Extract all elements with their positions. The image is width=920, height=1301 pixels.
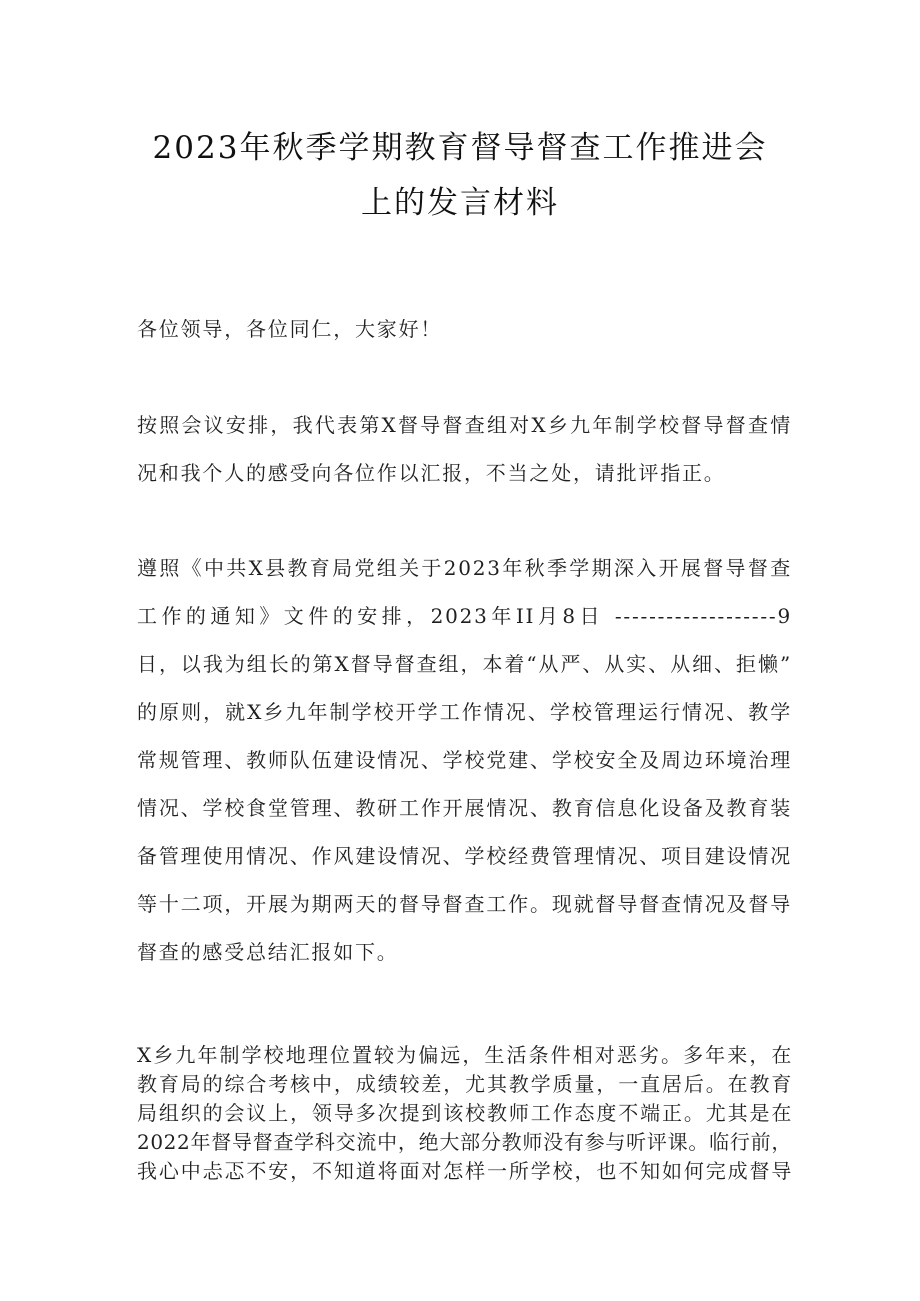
paragraph-3-line-9: 督查的感受总结汇报如下。 (137, 940, 399, 964)
paragraph-4-line-5: 我心中忐忑不安，不知道将面对怎样一所学校，也不知如何完成督导 (137, 1159, 792, 1183)
document-title-line-2: 上的发言材料 (361, 185, 559, 221)
paragraph-2-line-2: 况和我个人的感受向各位作以汇报，不当之处，请批评指正。 (137, 461, 726, 485)
paragraph-3-line-2: 工作的通知》文件的安排，2023年II月8日 -------------------9 (137, 604, 792, 628)
document-title-line-1: 2023年秋季学期教育督导督查工作推进会 (152, 130, 768, 166)
paragraph-3-line-4: 的原则，就X乡九年制学校开学工作情况、学校管理运行情况、教学 (137, 700, 792, 724)
paragraph-3-line-3: 日，以我为组长的第X督导督查组，本着“从严、从实、从细、拒懒” (137, 652, 792, 676)
paragraph-3-line-7: 备管理使用情况、作风建设情况、学校经费管理情况、项目建设情况 (137, 844, 792, 868)
greeting-line: 各位领导，各位同仁，大家好！ (137, 317, 443, 341)
paragraph-4-line-3: 局组织的会议上，领导多次提到该校教师工作态度不端正。尤其是在 (137, 1101, 792, 1125)
paragraph-3-line-8: 等十二项，开展为期两天的督导督查工作。现就督导督查情况及督导 (137, 892, 792, 916)
paragraph-4-line-1: X乡九年制学校地理位置较为偏远，生活条件相对恶劣。多年来，在 (137, 1043, 792, 1067)
paragraph-4-line-2: 教育局的综合考核中，成绩较差，尤其教学质量，一直居后。在教育 (137, 1072, 792, 1096)
paragraph-3-line-1: 遵照《中共X县教育局党组关于2023年秋季学期深入开展督导督查 (137, 556, 792, 580)
paragraph-3-line-5: 常规管理、教师队伍建设情况、学校党建、学校安全及周边环境治理 (137, 748, 792, 772)
paragraph-4-line-4: 2022年督导督查学科交流中，绝大部分教师没有参与听评课。临行前， (137, 1130, 792, 1154)
paragraph-2-line-1: 按照会议安排，我代表第X督导督查组对X乡九年制学校督导督查情 (137, 413, 792, 437)
paragraph-3-line-6: 情况、学校食堂管理、教研工作开展情况、教育信息化设备及教育装 (137, 796, 792, 820)
